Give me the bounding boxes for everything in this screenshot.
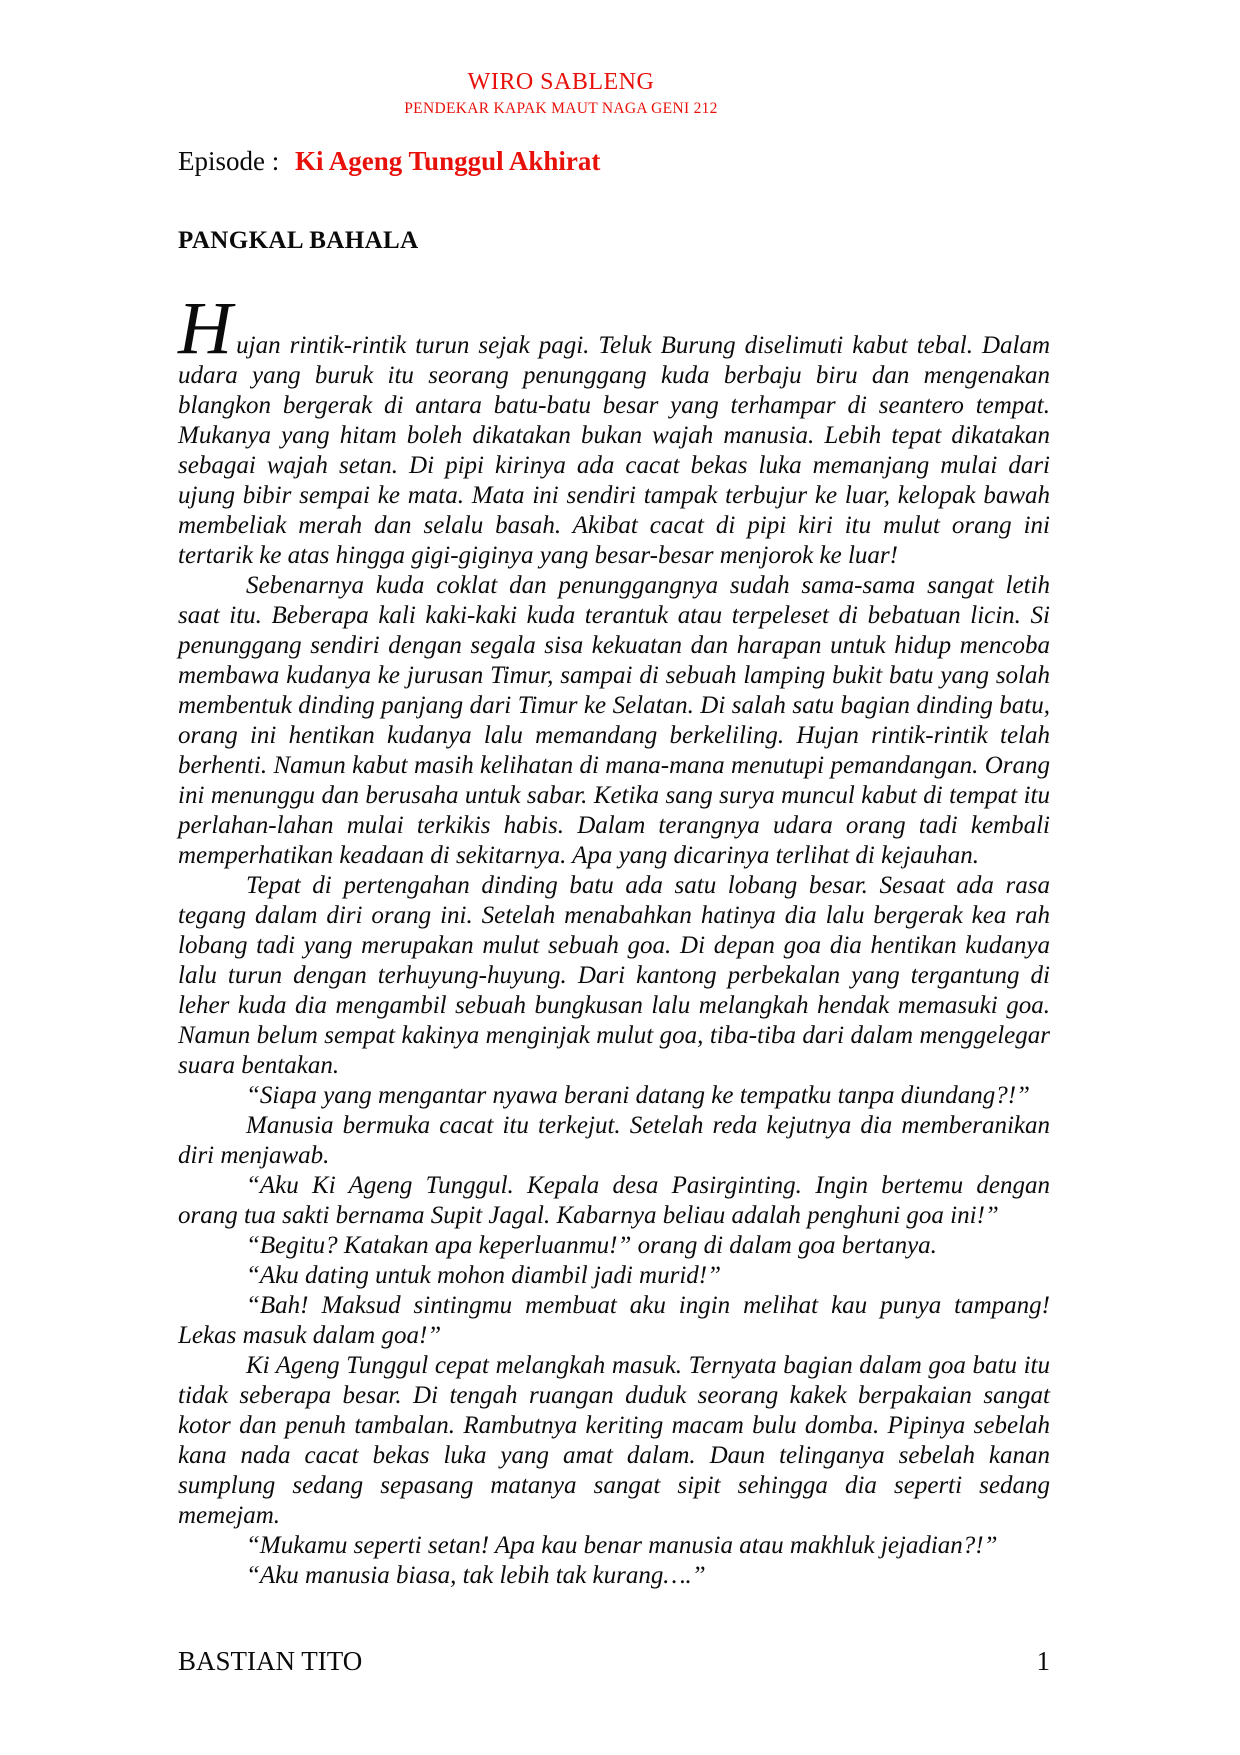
dropcap-letter: H	[178, 287, 233, 370]
paragraph: Manusia bermuka cacat itu terkejut. Setelah reda kejutnya dia memberanikan diri menjawab.	[178, 1112, 1050, 1169]
episode-line	[178, 145, 600, 177]
paragraph: “Begitu? Katakan apa keperluanmu!” orang di dalam goa bertanya.	[246, 1232, 937, 1259]
episode-label: Episode :	[178, 146, 280, 176]
paragraph	[178, 287, 1050, 571]
page-header	[0, 70, 1122, 119]
series-title: WIRO SABLENG	[467, 69, 655, 95]
episode-title: Ki Ageng Tunggul Akhirat	[295, 146, 601, 176]
paragraph: “Aku dating untuk mohon diambil jadi murid!”	[246, 1262, 721, 1289]
paragraph: “Bah! Maksud sintingmu membuat aku ingin melihat kau punya tampang! Lekas masuk dalam goa!”	[178, 1292, 1050, 1349]
story-body	[178, 287, 1050, 1591]
paragraph: Tepat di pertengahan dinding batu ada satu lobang besar. Sesaat ada rasa tegang dalam diri orang ini. Setelah menabahkan hatinya dia lalu bergerak kea rah lobang tadi yang merupakan mulut sebuah goa. Di depan goa dia hentikan kudanya lalu turun dengan terhuyung-huyung. Dari kantong perbekalan yang tergantung di leher kuda dia mengambil sebuah bungkusan lalu melangkah hendak memasuki goa. Namun belum sempat kakinya menginjak mulut goa, tiba-tiba dari dalam menggelegar suara bentakan.	[178, 872, 1050, 1079]
paragraph: “Mukamu seperti setan! Apa kau benar manusia atau makhluk jejadian?!”	[246, 1532, 998, 1559]
author-name: BASTIAN TITO	[178, 1646, 363, 1676]
paragraph: Ki Ageng Tunggul cepat melangkah masuk. Ternyata bagian dalam goa batu itu tidak seberapa besar. Di tengah ruangan duduk seorang kakek berpakaian sangat kotor dan penuh tambalan. Rambutnya keriting macam bulu domba. Pipinya sebelah kana nada cacat bekas luka yang amat dalam. Daun telinganya sebelah kanan sumplung sedang sepasang matanya sangat sipit sehingga dia seperti sedang memejam.	[178, 1352, 1050, 1529]
page-footer	[178, 1646, 1050, 1677]
paragraph: “Siapa yang mengantar nyawa berani datang ke tempatku tanpa diundang?!”	[246, 1082, 1030, 1109]
chapter-title: PANGKAL BAHALA	[178, 227, 419, 254]
paragraph: “Aku Ki Ageng Tunggul. Kepala desa Pasirginting. Ingin bertemu dengan orang tua sakti bernama Supit Jagal. Kabarnya beliau adalah penghuni goa ini!”	[178, 1172, 1050, 1229]
page-number: 1	[1036, 1646, 1050, 1676]
paragraph: Sebenarnya kuda coklat dan penunggangnya sudah sama-sama sangat letih saat itu. Beberapa kali kaki-kaki kuda terantuk atau terpeleset di bebatuan licin. Si penunggang sendiri dengan segala sisa kekuatan dan harapan untuk hidup mencoba membawa kudanya ke jurusan Timur, sampai di sebuah lamping bukit batu yang solah membentuk dinding panjang dari Timur ke Selatan. Di salah satu bagian dinding batu, orang ini hentikan kudanya lalu memandang berkeliling. Hujan rintik-rintik telah berhenti. Namun kabut masih kelihatan di mana-mana menutupi pemandangan. Orang ini menunggu dan berusaha untuk sabar. Ketika sang surya muncul kabut di tempat itu perlahan-lahan mulai terkikis habis. Dalam terangnya udara orang tadi kembali memperhatikan keadaan di sekitarnya. Apa yang dicarinya terlihat di kejauhan.	[178, 572, 1050, 869]
paragraph: “Aku manusia biasa, tak lebih tak kurang….”	[246, 1562, 706, 1589]
series-subtitle: PENDEKAR KAPAK MAUT NAGA GENI 212	[404, 100, 718, 118]
paragraph-text: ujan rintik-rintik turun sejak pagi. Teluk Burung diselimuti kabut tebal. Dalam udara yang buruk itu seorang penunggang kuda berbaju biru dan mengenakan blangkon bergerak di antara batu-batu besar yang terhampar di seantero tempat. Mukanya yang hitam boleh dikatakan bukan wajah manusia. Lebih tepat dikatakan sebagai wajah setan. Di pipi kirinya ada cacat bekas luka memanjang mulai dari ujung bibir sempai ke mata. Mata ini sendiri tampak terbujur ke luar, kelopak bawah membeliak merah dan selalu basah. Akibat cacat di pipi kiri itu mulut orang ini tertarik ke atas hingga gigi-giginya yang besar-besar menjorok ke luar!	[178, 332, 1050, 569]
